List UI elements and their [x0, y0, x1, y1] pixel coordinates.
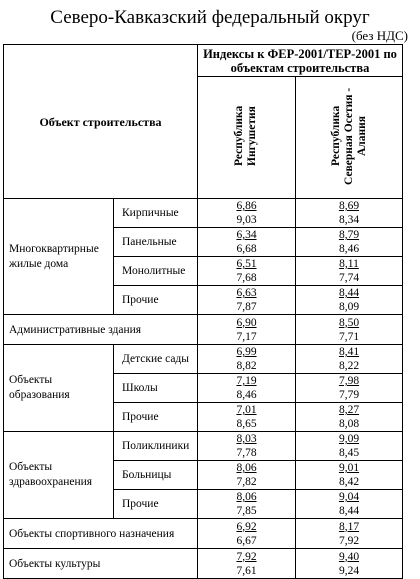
- page-title: Северо-Кавказский федеральный округ: [50, 7, 370, 28]
- table-row: [4, 519, 403, 549]
- value-cell: 7,19 8,46: [198, 374, 296, 403]
- table-row: [4, 199, 403, 228]
- value-cell: 7,01 8,65: [198, 403, 296, 432]
- subcategory-cell: Детские сады: [114, 345, 198, 374]
- subcategory-cell: Панельные: [114, 228, 198, 257]
- subcategory-cell: Кирпичные: [114, 199, 198, 228]
- value-cell: 8,06 7,85: [198, 490, 296, 519]
- value-cell: 6,34 6,68: [198, 228, 296, 257]
- value-cell: 8,11 7,74: [296, 257, 403, 286]
- value-cell: 9,01 8,42: [296, 461, 403, 490]
- table-row: [4, 432, 403, 461]
- category-cell: Объекты культуры: [4, 549, 198, 579]
- category-cell: Административные здания: [4, 315, 198, 345]
- header-object: Объект строительства: [4, 45, 198, 199]
- region-north-ossetia-label: Республика Северная Осетия - Алания: [329, 87, 368, 185]
- category-cell: Объекты здравоохранения: [4, 432, 114, 519]
- subcategory-cell: Прочие: [114, 490, 198, 519]
- subcategory-cell: Школы: [114, 374, 198, 403]
- vat-note: (без НДС): [351, 28, 408, 43]
- subcategory-cell: Прочие: [114, 286, 198, 315]
- value-cell: 6,86 9,03: [198, 199, 296, 228]
- value-cell: 9,09 8,45: [296, 432, 403, 461]
- subcategory-cell: Монолитные: [114, 257, 198, 286]
- header-row: [4, 45, 403, 77]
- value-cell: 6,92 6,67: [198, 519, 296, 549]
- value-cell: 8,69 8,34: [296, 199, 403, 228]
- value-cell: 6,90 7,17: [198, 315, 296, 345]
- category-cell: Многоквартирные жилые дома: [4, 199, 114, 315]
- header-indices: Индексы к ФЕР-2001/ТЕР-2001 по объектам строительства: [198, 45, 403, 77]
- subcategory-cell: Больницы: [114, 461, 198, 490]
- subcategory-cell: Поликлиники: [114, 432, 198, 461]
- value-cell: 8,03 7,78: [198, 432, 296, 461]
- value-cell: 6,63 7,87: [198, 286, 296, 315]
- value-cell: 8,44 8,09: [296, 286, 403, 315]
- table-row: [4, 345, 403, 374]
- header-region-ingushetia: [198, 77, 296, 199]
- value-cell: 6,99 8,82: [198, 345, 296, 374]
- value-cell: 9,04 8,44: [296, 490, 403, 519]
- value-cell: 8,06 7,82: [198, 461, 296, 490]
- value-cell: 7,98 7,79: [296, 374, 403, 403]
- region-ingushetia-label: Республика Ингушетия: [232, 105, 258, 167]
- category-cell: Объекты образования: [4, 345, 114, 432]
- value-cell: 8,27 8,08: [296, 403, 403, 432]
- value-cell: 8,50 7,71: [296, 315, 403, 345]
- category-cell: Объекты спортивного назначения: [4, 519, 198, 549]
- value-cell: 8,79 8,46: [296, 228, 403, 257]
- price-index-table: [3, 44, 403, 579]
- table-row: [4, 549, 403, 579]
- value-cell: 8,17 7,92: [296, 519, 403, 549]
- subcategory-cell: Прочие: [114, 403, 198, 432]
- table-row: [4, 315, 403, 345]
- value-cell: 6,51 7,68: [198, 257, 296, 286]
- value-cell: 9,40 9,24: [296, 549, 403, 579]
- value-cell: 8,41 8,22: [296, 345, 403, 374]
- value-cell: 7,92 7,61: [198, 549, 296, 579]
- header-region-north-ossetia: [296, 77, 403, 199]
